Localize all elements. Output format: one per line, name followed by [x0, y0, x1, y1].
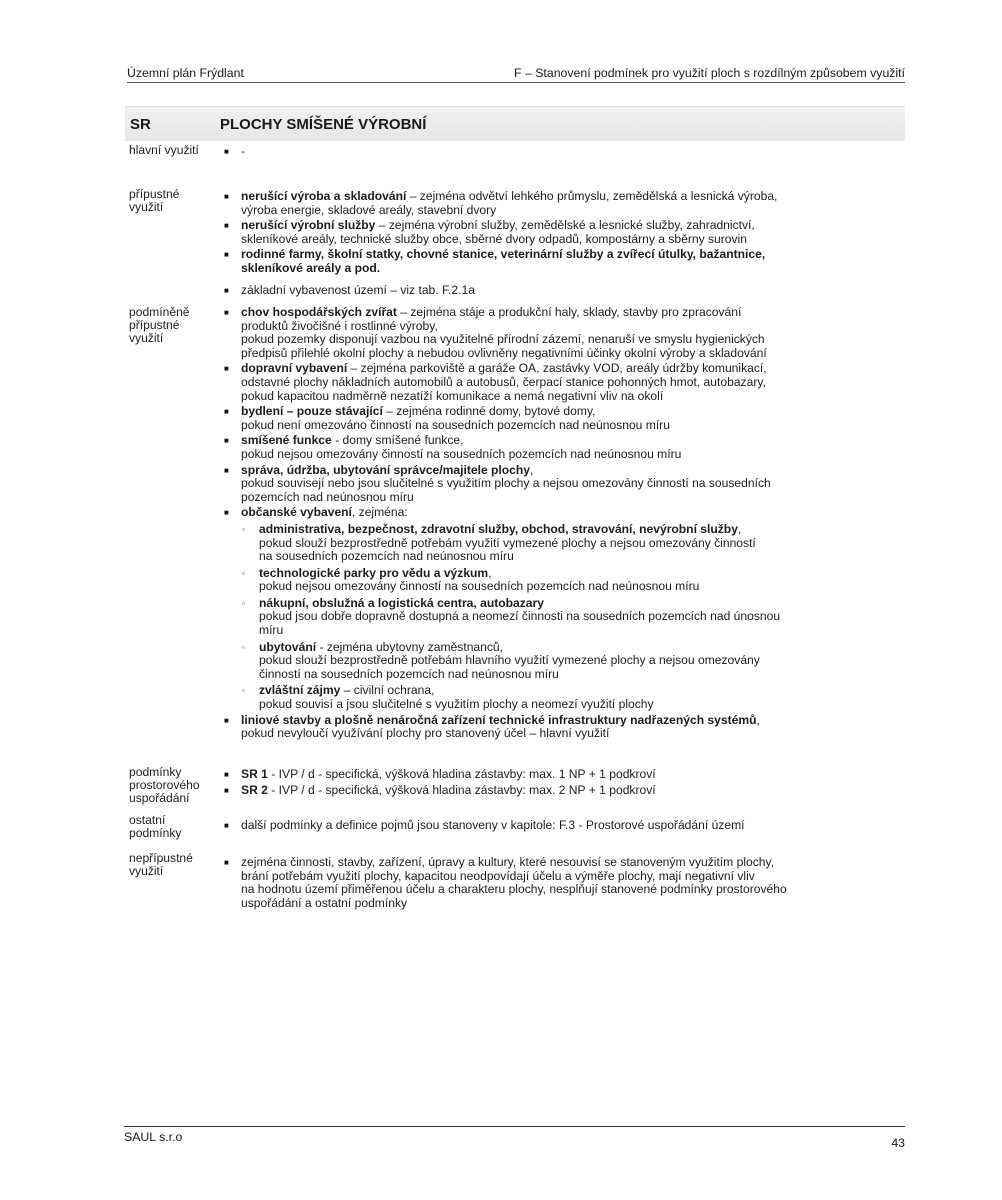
circle-bullet-icon: ▫	[242, 568, 245, 578]
section-title: PLOCHY SMÍŠENÉ VÝROBNÍ	[220, 115, 427, 133]
sub-list-item: ▫ technologické parky pro vědu a výzkum, pokud nejsou omezovány činností na sousedních pozemcích nad neúnosnou míru	[242, 565, 700, 594]
bullet-icon: ■	[224, 221, 229, 231]
bullet-icon: ■	[224, 770, 229, 779]
bullet-icon: ■	[224, 407, 229, 417]
row-pripustne-vyuziti	[129, 164, 905, 296]
page-header	[127, 66, 905, 83]
list-item: ■ správa, údržba, ubytování správce/majitele plochy, pokud souvisejí nebo jsou slučitelné s využitím plochy a nejsou omezovány činností na sousedních pozemcích nad neúnosnou míru	[224, 462, 771, 504]
sub-list-item: ▫ administrativa, bezpečnost, zdravotní služby, obchod, stravování, nevýrobní služby, pokud slouží bezprostředně potřebám využití vymezené plochy a nejsou omezovány činností na sousedních pozemcích nad neúnosnou míru	[242, 521, 756, 564]
bullet-icon: ■	[224, 465, 229, 475]
list-item: ■ rodinné farmy, školní statky, chovné stanice, veterinární služby a zvířecí útulky, bažantnice, skleníkové areály a pod.	[224, 247, 766, 275]
bullet-icon: ■	[224, 250, 229, 260]
list-item: ■ dopravní vybavení – zejména parkoviště a garáže OA, zastávky VOD, areály údržby komunikací, odstavné plochy nákladních automobilů a autobusů, čerpací stanice pohonných hmot, autobazary, pokud kapacitou nadměrně nezatíží komunikace a nemá negativní vliv na okolí	[224, 361, 767, 403]
sub-list-item: ▫ ubytování - zejména ubytovny zaměstnanců, pokud slouží bezprostředně potřebám hlavního využití vymezené plochy a nejsou omezovány činností na sousedních pozemcích nad neúnosnou míru	[242, 639, 760, 681]
list-item: ■ občanské vybavení, zejména: ▫ administrativa, bezpečnost, zdravotní služby, obchod, stravování, nevýrobní služby, pokud slouží bezprostředně potřebám využití vymezené plochy a nejsou omezovány činností na sousedních pozemcích nad neúnosnou míru ▫ technologické parky pro vědu a výzkum, pokud nejsou omezovány činností na sousedních pozemcích nad neúnosnou míru ▫ nákupní, obslužná a logistická centra, autobazary pokud jsou dobře dopravně dostupná a neomezí činnosti na sousedních pozemcích nad únosnou míru ▫ ubytování - zejména ubytovny zaměstnanců, pokud slouží bezprostředně potřebám hlavního využití vymezené plochy a nejsou omezovány činností na sousedních pozemcích nad neúnosnou míru ▫ zvláštní zájmy – civilní ochrana, pokud souvisí a jsou slučitelné s využitím plochy a neomezí využití plochy	[223, 506, 905, 711]
row-label: nepřípustné využití	[129, 851, 193, 878]
regulation-table	[129, 142, 905, 920]
row-label: ostatní podmínky	[129, 813, 182, 840]
row-podminene-pripustne-vyuziti	[129, 296, 905, 766]
page-footer	[124, 1126, 905, 1150]
list-item: ■ SR 2 - IVP / d - specifická, výšková hladina zástavby: max. 2 NP + 1 podkroví	[224, 782, 656, 797]
list-item: ■ nerušící výrobní služby – zejména výrobní služby, zemědělské a lesnické služby, zahradnictví, skleníkové areály, technické služby obce, sběrné dvory odpadů, kompostárny a sběrny surovin	[224, 218, 755, 246]
row-hlavni-vyuziti	[129, 142, 905, 164]
list-item: ■ chov hospodářských zvířat – zejména stáje a produkční haly, sklady, stavby pro zpracování produktů živočišné i rostlinné výroby, pokud pozemky disponují vazbou na využitelné přírodní zázemí, nenaruší ve smyslu hygienických předpisů přilehlé okolní plochy a nebudou ovlivněny negativními účinky okolní výroby a skladování	[224, 305, 767, 360]
section-code: SR	[130, 115, 151, 133]
section-title-band	[125, 106, 905, 141]
sub-list-item: ▫ zvláštní zájmy – civilní ochrana, pokud souvisí a jsou slučitelné s využitím plochy a neomezí využití plochy	[242, 683, 654, 712]
row-ostatni-podminky	[129, 814, 905, 850]
row-label: přípustné využití	[129, 187, 180, 214]
sub-list-item: ▫ nákupní, obslužná a logistická centra, autobazary pokud jsou dobře dopravně dostupná a neomezí činnosti na sousedních pozemcích nad únosnou míru	[242, 595, 781, 638]
page-number: 43	[891, 1136, 905, 1150]
header-chapter-title: F – Stanovení podmínek pro využití ploch s rozdílným způsobem využití	[514, 66, 905, 80]
row-podminky-prostoroveho-usporadani	[129, 766, 905, 814]
bullet-icon: ■	[224, 285, 229, 295]
bullet-icon: ■	[224, 821, 229, 830]
list-item: ■ -	[224, 144, 246, 158]
list-item: ■ SR 1 - IVP / d - specifická, výšková hladina zástavby: max. 1 NP + 1 podkroví	[224, 767, 656, 781]
bullet-icon: ■	[224, 715, 229, 725]
circle-bullet-icon: ▫	[242, 642, 245, 652]
row-nepripustne-vyuziti	[129, 850, 905, 920]
bullet-icon: ■	[224, 364, 229, 374]
list-item: ■ zejména činnosti, stavby, zařízení, úpravy a kultury, které nesouvisí se stanoveným využitím plochy, brání potřebám využití plochy, kapacitou neodpovídají účelu a výměře plochy, mají negativní vliv na hodnotu území přiměřenou účelu a charakteru plochy, nesplňují stanovené podmínky prostorového uspořádání a ostatní podmínky	[224, 855, 787, 910]
row-label: podmíněně přípustné využití	[129, 305, 190, 345]
list-item: ■ bydlení – pouze stávající – zejména rodinné domy, bytové domy, pokud není omezováno činností na sousedních pozemcích nad neúnosnou míru	[224, 404, 670, 432]
list-item: ■ další podmínky a definice pojmů jsou stanoveny v kapitole: F.3 - Prostorové uspořádání území	[224, 818, 745, 832]
bullet-icon: ■	[224, 858, 229, 867]
list-item: ■ smíšené funkce - domy smíšené funkce, pokud nejsou omezovány činností na sousedních pozemcích nad neúnosnou míru	[224, 433, 682, 461]
row-label: hlavní využití	[129, 143, 199, 157]
list-item: ■ základní vybavenost území – viz tab. F.2.1a	[224, 282, 475, 297]
bullet-icon: ■	[224, 785, 229, 795]
bullet-icon: ■	[224, 192, 229, 201]
bullet-icon: ■	[224, 308, 229, 317]
header-document-title: Územní plán Frýdlant	[127, 66, 244, 80]
circle-bullet-icon: ▫	[242, 524, 245, 534]
bullet-icon: ■	[224, 147, 229, 156]
list-item: ■ liniové stavby a plošně nenáročná zařízení technické infrastruktury nadřazených systémů, pokud nevyloučí využívání plochy pro stanovený účel – hlavní využití	[224, 712, 760, 741]
footer-company: SAUL s.r.o	[124, 1130, 183, 1144]
row-label: podmínky prostorového uspořádání	[129, 765, 200, 805]
bullet-icon: ■	[224, 436, 229, 446]
circle-bullet-icon: ▫	[242, 598, 245, 608]
circle-bullet-icon: ▫	[242, 686, 245, 696]
list-item: ■ nerušící výroba a skladování – zejména odvětví lehkého průmyslu, zemědělská a lesnická výroba, výroba energie, skladové areály, stavební dvory	[224, 189, 778, 217]
bullet-icon: ■	[224, 508, 229, 518]
